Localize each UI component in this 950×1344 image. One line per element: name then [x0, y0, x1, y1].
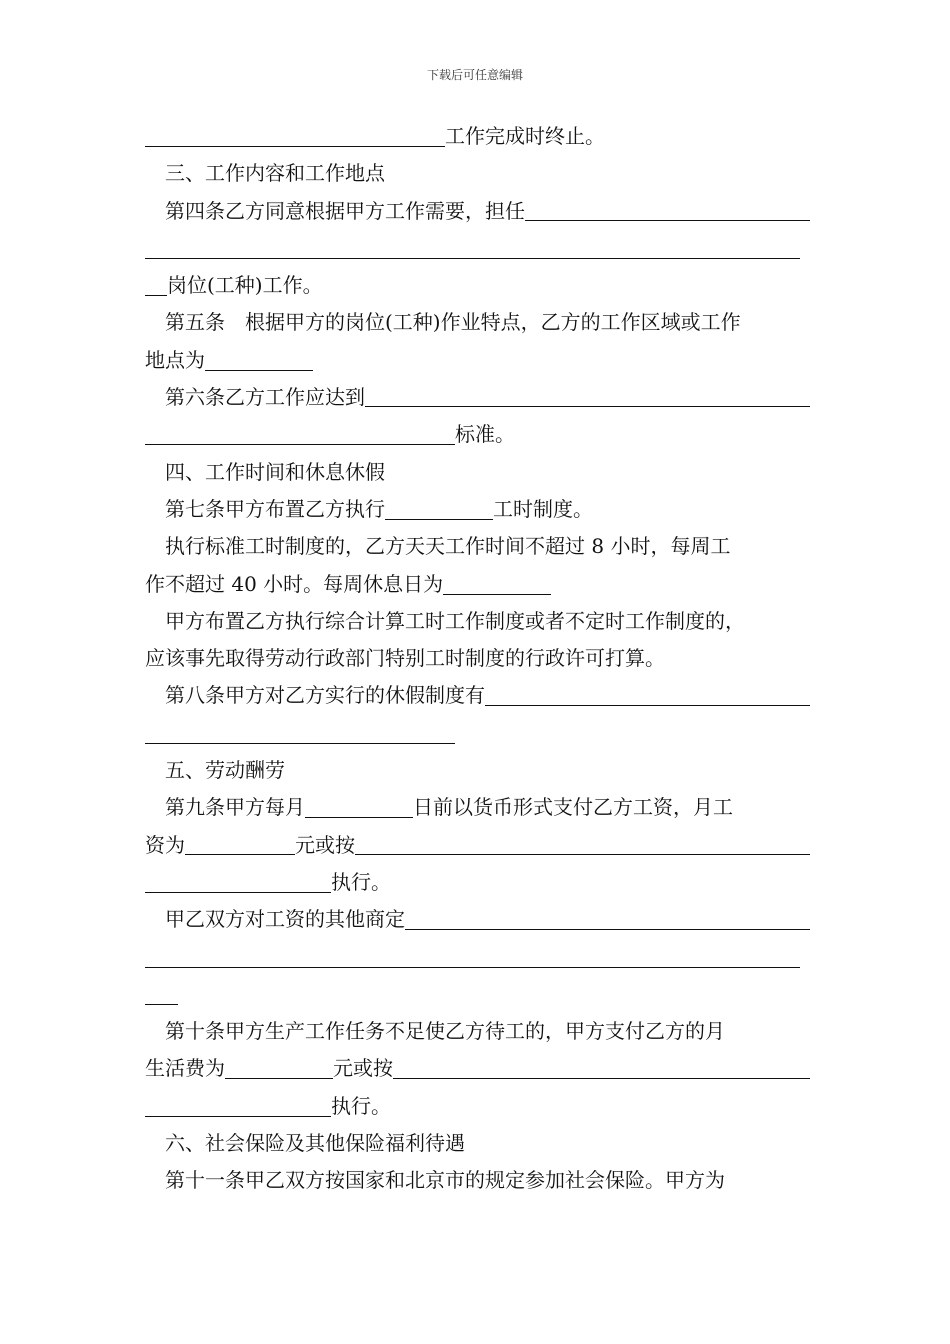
line-location: 地点为	[145, 342, 810, 379]
blank-field[interactable]	[485, 683, 810, 706]
line-blank-partial	[145, 715, 810, 752]
line-article-10: 第十条甲方生产工作任务不足使乙方待工的，甲方支付乙方的月	[165, 1019, 725, 1044]
section-heading-4: 四、工作时间和休息休假	[165, 459, 385, 484]
line-article-5: 第五条 根据甲方的岗位(工种)作业特点，乙方的工作区域或工作	[165, 310, 741, 335]
blank-field[interactable]	[525, 198, 810, 221]
line-living-allowance: 生活费为 元或按	[145, 1050, 810, 1087]
line-standard: 标准。	[145, 416, 810, 453]
line-salary: 资为 元或按	[145, 827, 810, 864]
blank-field[interactable]	[185, 832, 295, 855]
line-blank-full-2	[145, 939, 810, 976]
line-allowance-execute: 执行。	[145, 1088, 810, 1125]
line-1: 工作完成时终止。	[145, 118, 810, 155]
blank-field[interactable]	[145, 422, 455, 445]
blank-field[interactable]	[305, 795, 413, 818]
blank-field[interactable]	[145, 1094, 331, 1117]
blank-field[interactable]	[145, 982, 178, 1005]
contract-body	[145, 118, 810, 1200]
blank-field[interactable]	[385, 497, 493, 520]
blank-field[interactable]	[205, 348, 313, 371]
line-article-4: 第四条乙方同意根据甲方工作需要，担任	[145, 193, 810, 230]
blank-field[interactable]	[145, 721, 455, 744]
line-position: 岗位(工种)工作。	[145, 267, 810, 304]
line-salary-execute: 执行。	[145, 864, 810, 901]
blank-field[interactable]	[393, 1056, 810, 1079]
line-flexible-hours: 甲方布置乙方执行综合计算工时工作制度或者不定时工作制度的，	[165, 608, 745, 633]
blank-field[interactable]	[443, 572, 551, 595]
blank-field[interactable]	[405, 907, 810, 930]
section-heading-5: 五、劳动酬劳	[165, 758, 285, 783]
blank-field[interactable]	[365, 384, 810, 407]
line-permit: 应该事先取得劳动行政部门特别工时制度的行政许可打算。	[145, 646, 665, 671]
blank-field[interactable]	[145, 273, 167, 296]
blank-field[interactable]	[355, 832, 810, 855]
line-other-salary: 甲乙双方对工资的其他商定	[145, 901, 810, 938]
section-heading-3: 三、工作内容和工作地点	[165, 161, 385, 186]
blank-field[interactable]	[225, 1056, 333, 1079]
line-blank-full	[145, 230, 810, 267]
line-article-8: 第八条甲方对乙方实行的休假制度有	[145, 677, 810, 714]
blank-field[interactable]	[145, 236, 800, 259]
line-article-6: 第六条乙方工作应达到	[145, 379, 810, 416]
blank-field[interactable]	[145, 870, 331, 893]
blank-field[interactable]	[145, 945, 800, 968]
section-heading-6: 六、社会保险及其他保险福利待遇	[165, 1131, 465, 1156]
blank-field[interactable]	[145, 124, 445, 147]
line-article-9: 第九条甲方每月 日前以货币形式支付乙方工资，月工	[165, 795, 733, 820]
line-blank-short	[145, 976, 810, 1013]
line-standard-hours: 执行标准工时制度的，乙方天天工作时间不超过 8 小时，每周工	[165, 534, 731, 559]
line-article-11: 第十一条甲乙双方按国家和北京市的规定参加社会保险。甲方为	[165, 1168, 725, 1193]
line-article-7: 第七条甲方布置乙方执行 工时制度。	[165, 496, 593, 521]
page-header: 下载后可任意编辑	[426, 68, 523, 82]
line-weekly-rest: 作不超过 40 小时。每周休息日为	[145, 566, 810, 603]
